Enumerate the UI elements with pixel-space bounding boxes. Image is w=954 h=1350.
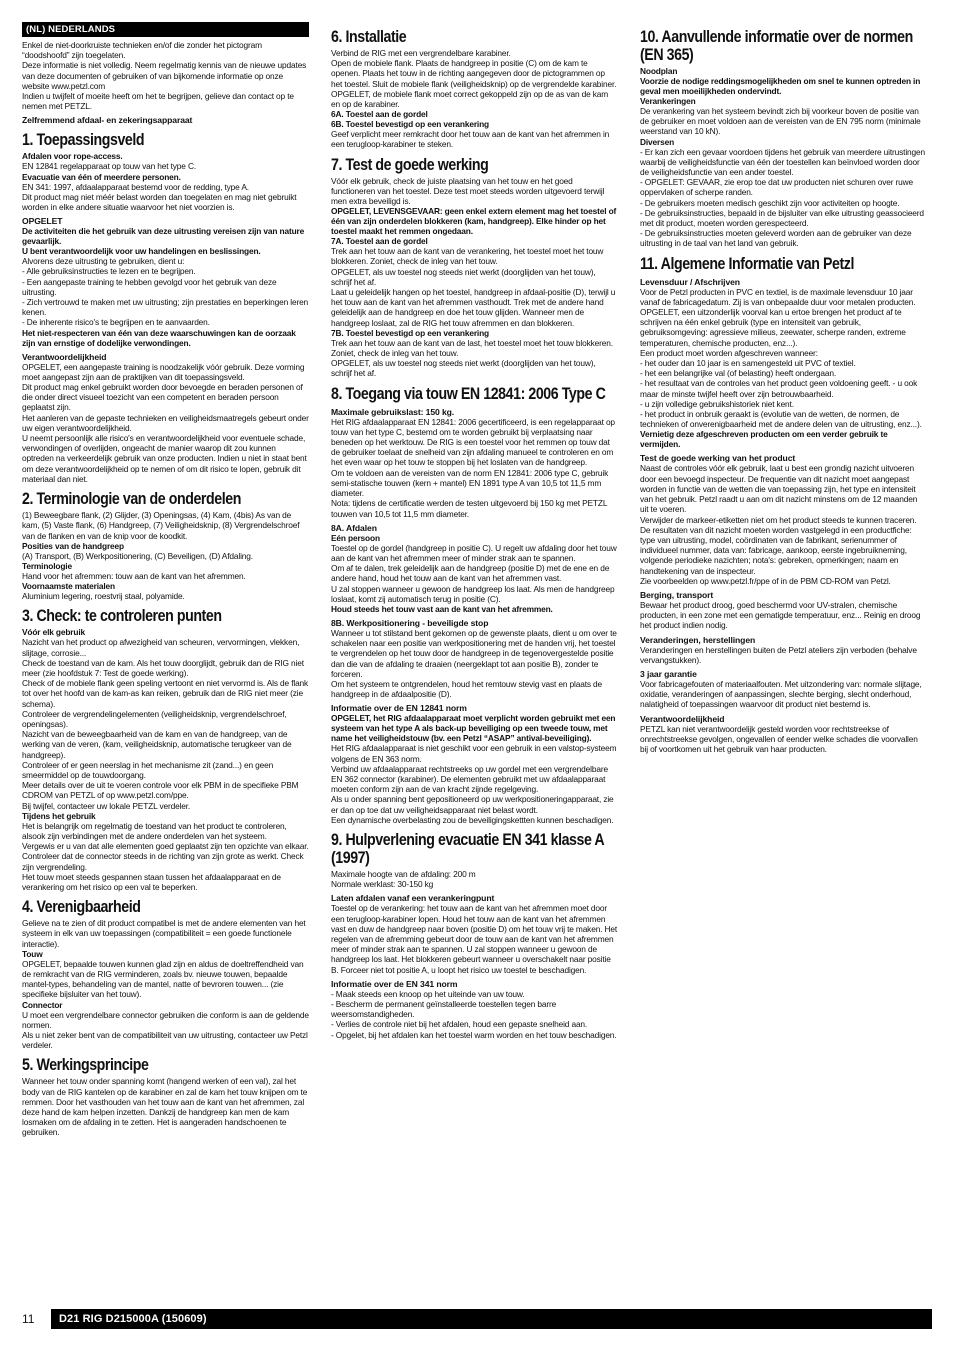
paragraph: Controleer of er geen neerslag in het mechanisme zit (zand...) en geen smeermiddel op de touwdoorgang. — [22, 759, 274, 780]
section-heading: 5. Werkingsprincipe — [22, 1056, 149, 1075]
subheading: OPGELET — [22, 216, 63, 227]
bold-text: OPGELET, LEVENSGEVAAR: geen enkel extern element mag het toestel of één van zijn onderdelen blokkeren (kam, handgreep). Elke hinder op het toestel maakt het remmen ongedaan. — [331, 206, 617, 237]
section-heading: 2. Terminologie van de onderdelen — [22, 490, 241, 509]
bold-text: Tijdens het gebruik — [22, 810, 96, 821]
bold-text: Voornaamste materialen — [22, 581, 115, 592]
paragraph: Bij twijfel, contacteer uw lokale PETZL verdeler. — [22, 800, 191, 811]
subheading: Verantwoordelijkheid — [640, 713, 725, 724]
paragraph: - het een belangrijke val (of belasting) heeft ondergaan. — [640, 368, 837, 379]
paragraph: Dit product mag enkel gebruikt worden door bevoegde en beraden personen of die onder direct visueel toezicht van een competent en beraden persoon geplaatst zijn. — [22, 382, 303, 413]
paragraph: OPGELET, bepaalde touwen kunnen glad zijn en aldus de doeltreffendheid van de remkracht van de RIG verminderen, zoals bv. nieuwe touwen, bepaalde mantel-types, behandeling van de mantel, natte of bevroren touwen... (zie specifieke bijsluiter van het touw). — [22, 958, 304, 1000]
paragraph: - Maak steeds een knoop op het uiteinde van uw touw. — [331, 988, 525, 999]
subheading: Maximale gebruikslast: 150 kg. — [331, 406, 455, 417]
paragraph: - Er kan zich een gevaar voordoen tijdens het gebruik van meerdere uitrustingen waarbij de veiligheidsfunctie van één der toestellen kan beïnvloed worden door de veiligheidsfunctie van een ander toestel. — [640, 146, 925, 178]
paragraph: - De gebruiksinstructies moeten geleverd worden aan de gebruiker van deze uitrusting in de taal van het land van gebruik. — [640, 228, 912, 249]
bold-text: Eén persoon — [331, 532, 380, 543]
section-heading: 3. Check: te controleren punten — [22, 607, 222, 626]
section-heading: 1. Toepassingsveld — [22, 131, 145, 150]
paragraph: - het product in onbruik geraakt is (evolutie van de wetten, de normen, de technieken of onverenigbaarheid met de andere delen van de uitrusting, enz...). — [640, 409, 922, 430]
paragraph: Alvorens deze uitrusting te gebruiken, dient u: — [22, 256, 185, 267]
bold-text: Houd steeds het touw vast aan de kant van het afremmen. — [331, 603, 553, 614]
paragraph: U zal stoppen wanneer u gewoon de handgreep los laat. Als men de handgreep loslaat, komt zij automatisch terug in positie (C). — [331, 583, 615, 604]
section-heading: 4. Verenigbaarheid — [22, 898, 141, 917]
paragraph: PETZL kan niet verantwoordelijk gesteld worden voor rechtstreekse of onrechtstreekse gevolgen, ongevallen of eender welke schades die voorvallen bij of voortkomen uit het gebruik van haar producten. — [640, 723, 918, 754]
paragraph: - het resultaat van de controles van het product geen voldoening geeft. - u ook maar de minste twijfel heeft over zijn betrouwbaarheid. — [640, 378, 918, 399]
paragraph: Naast de controles vóór elk gebruik, laat u best een grondig nazicht uitvoeren door een bevoegd inspecteur. De frequentie van dit nazicht moet aangepast worden in functie van de wetten die van toepassing zijn, het type en intensiteit van het gebruik. Petzl raadt u aan om dit nazicht minstens om de 12 maanden uit te voeren. — [640, 463, 918, 515]
paragraph: Een product moet worden afgeschreven wanneer: — [640, 347, 818, 358]
paragraph: Het RIG afdaalapparaat EN 12841: 2006 gecertificeerd, is een regelapparaat op touw van het type C, bestemd om te worden gebruikt bij verplaatsing naar beneden op het werktouw. De RIG is een toestel voor het remmen op touw dat de gebruiker toelaat de snelheid van zijn afdaling manueel te controleren en om het even waar op het touw te stoppen bij het loslaten van de handgreep. — [331, 416, 615, 468]
paragraph: Hand voor het afremmen: touw aan de kant van het afremmen. — [22, 570, 246, 581]
paragraph: Nazicht van het product op afwezigheid van scheuren, vervormingen, vlekken, slijtage, corrosie... — [22, 637, 300, 658]
paragraph: - Opgelet, bij het afdalen kan het toestel warm worden en het touw beschadigen. — [331, 1029, 617, 1040]
paragraph: - Een aangepaste training te hebben gevolgd voor het gebruik van deze uitrusting. — [22, 276, 277, 297]
paragraph: Geef verplicht meer remkracht door het touw aan de kant van het afremmen in een terugloop-karabiner te steken. — [331, 129, 610, 150]
paragraph: Toestel op de verankering: het touw aan de kant van het afremmen moet door een terugloop-karabiner lopen. Houd het touw aan de kant van het afremmen vast en duw de handgreep naar boven (positie D) om het touw vrij te maken. Het regelen van de afremming gebeurt door de touw aan de kant van het afremmen meer of minder strak aan te spannen. U zal stoppen wanneer u gewoon de handgreep los laat. Het blokkeren gebeurt wanneer u overschakelt naar positie B. Forceer niet tot positie A, u loopt het risico uw toestel te beschadigen. — [331, 903, 618, 975]
bold-text: 6B. Toestel bevestigd op een verankering — [331, 119, 489, 130]
paragraph: Verbind de RIG met een vergrendelbare karabiner. — [331, 48, 511, 58]
bold-text: De activiteiten die het gebruik van deze uitrusting vereisen zijn van nature gevaarlijk. — [22, 226, 305, 247]
paragraph: Laat u geleidelijk hangen op het toestel, handgreep in afdaal-positie (D), terwijl u het touw aan de kant van het afremmen vasthoudt. Trek met de andere hand geleidelijk aan de handgreep en doe het touw glijden. Wanneer men de handgreep loslaat, zal de RIG het touw afremmen en dan blokkeren. — [331, 287, 616, 328]
bold-text: 7B. Toestel bevestigd op een verankering — [331, 327, 489, 338]
paragraph: Om te voldoen aan de vereisten van de norm EN 12841: 2006 type C, gebruik semi-statische touwen (kern + mantel) EN 1891 type A van 10,5 tot 11,5 mm diameter. — [331, 467, 609, 499]
page-number: 11 — [22, 1312, 35, 1326]
section-heading: 10. Aanvullende informatie over de normen (EN 365) — [640, 28, 913, 64]
paragraph: Om af te dalen, trek geleidelijk aan de handgreep (positie D) met de ene en de andere hand, houd het touw aan de kant van het afremmen vast. — [331, 563, 610, 584]
paragraph: - De inherente risico's te begrijpen en te aanvaarden. — [22, 317, 210, 328]
subheading: Laten afdalen vanaf een verankeringpunt — [331, 893, 495, 904]
paragraph: Het touw moet steeds gespannen staan tussen het afdaalapparaat en de verankering om het risico op een val te beperken. — [22, 871, 281, 892]
paragraph: OPGELET, een aangepaste training is noodzakelijk vóór gebruik. Deze vorming moet aangepast zijn aan de praktijken van dit toepassingsveld. — [22, 361, 305, 382]
bold-text: U bent verantwoordelijk voor uw handelingen en beslissingen. — [22, 246, 261, 257]
paragraph: - De gebruiksinstructies, bepaald in de bijsluiter van elke uitrusting geassocieerd met dit product, moeten worden gerespecteerd. — [640, 207, 924, 229]
subheading: Verantwoordelijkheid — [22, 351, 107, 362]
paragraph: Dit product mag niet méér belast worden dan toegelaten en mag niet gebruikt worden in elke andere situatie waarvoor het niet voorzien is. — [22, 191, 297, 213]
paragraph: Als u niet zeker bent van de compatibiliteit van uw uitrusting, contacteer uw Petzl verdeler. — [22, 1030, 308, 1051]
bold-text: Diversen — [640, 136, 675, 147]
paragraph: Check de toestand van de kam. Als het touw doorglijdt, gebruik dan de RIG niet meer (zie hoofdstuk 7: Test de goede werking). — [22, 657, 304, 678]
bold-text: OPGELET, het RIG afdaalapparaat moet verplicht worden gebruikt met een systeem van het type A als back-up beveiliging op een tweede touw, met name het veiligheidstouw (bv. een Petzl “ASAP” antival-beveiliging). — [331, 713, 616, 744]
paragraph: Om het systeem te ontgrendelen, houd het remtouw stevig vast en plaats de handgreep in de afdaalpositie (D). — [331, 678, 603, 700]
subheading: Informatie over de EN 341 norm — [331, 978, 458, 989]
paragraph: - OPGELET: GEVAAR, zie erop toe dat uw producten niet schuren over ruwe oppervlaken of scherpe randen. — [640, 177, 914, 198]
paragraph: Maximale hoogte van de afdaling: 200 m — [331, 868, 476, 879]
subheading: Levensduur / Afschrijven — [640, 276, 740, 287]
paragraph: Indien u twijfelt of moeite heeft om het te begrijpen, gelieve dan contact op te nemen met PETZL. — [22, 91, 294, 112]
bold-text: Touw — [22, 948, 43, 959]
subheading: Test de goede werking van het product — [640, 453, 796, 464]
bold-text: Evacuatie van één of meerdere personen. — [22, 171, 181, 182]
bold-text: Connector — [22, 999, 63, 1010]
subheading: Veranderingen, herstellingen — [640, 634, 756, 645]
paragraph: Nazicht van de beweegbaarheid van de kam en van de handgreep, van de werking van de veren, (kam, veiligheidsknip, automatische terugkeer van de handgreep). — [22, 729, 292, 760]
paragraph: Trek aan het touw aan de kant van de verankering, het toestel moet het touw blokkeren. Zoniet, check de inleg van het touw. — [331, 246, 604, 267]
paragraph: Normale werklast: 30-150 kg — [331, 879, 434, 890]
paragraph: - u zijn volledige gebruikshistoriek niet kent. — [640, 398, 794, 409]
footer — [22, 1309, 932, 1329]
paragraph: Nota: tijdens de certificatie werden de testen uitgevoerd bij 150 kg met PETZL touwen van 10,5 tot 11,5 mm diameter. — [331, 498, 608, 519]
paragraph: Het is belangrijk om regelmatig de toestand van het product te controleren, alsook zijn verbindingen met de andere onderdelen van het systeem. — [22, 820, 287, 841]
document-reference: D21 RIG D215000A (150609) — [51, 1309, 932, 1329]
paragraph: Zie voorbeelden op www.petzl.fr/ppe of in de PBM CD-ROM van Petzl. — [640, 575, 891, 586]
paragraph: Voor de Petzl producten in PVC en textiel, is de maximale levensduur 10 jaar vanaf de fabricagedatum. Zij is van onbepaalde duur voor metalen producten. — [640, 286, 916, 307]
language-label: (NL) NEDERLANDS — [22, 22, 309, 37]
paragraph: Enkel de niet-doorkruiste technieken en/of die zonder het pictogram “doodshoofd” zijn toegelaten. — [22, 40, 262, 61]
bold-text: 6A. Toestel aan de gordel — [331, 109, 428, 120]
paragraph: Bewaar het product droog, goed beschermd voor UV-stralen, chemische producten, in een zone met een gematigde temperatuur, enz... Reinig en droog het product indien nodig. — [640, 599, 921, 631]
bold-text: Posities van de handgreep — [22, 540, 124, 551]
paragraph: U neemt persoonlijk alle risico's en verantwoordelijkheid voor eventuele schade, verwondingen of overlijden, ongeacht de manier waarop dit zou kunnen optreden na verkeerdelijk gebruik van onze producten. Indien u niet in staat bent om deze verantwoordelijkheid op te nemen of om dit risico te lopen, gebruik dit materiaal dan niet. — [22, 433, 307, 484]
bold-text: Verankeringen — [640, 96, 696, 106]
subheading: 8B. Werkpositionering - beveiligde stop — [331, 617, 489, 628]
paragraph: EN 341: 1997, afdaalapparaat bestemd voor de redding, type A. — [22, 181, 249, 192]
subheading: 8A. Afdalen — [331, 522, 377, 533]
paragraph: Controleer dat de connector steeds in de richting van zijn grote as werkt. Check zijn vergrendeling. — [22, 851, 304, 872]
paragraph: OPGELET, een uitzonderlijk voorval kan u ertoe brengen het product af te schrijven na één enkel gebruik (type en intensiteit van gebruik, gebruiksomgeving: agressieve milieus, zeewater, scherpe randen, extreme temperaturen, chemische producten, enz...). — [640, 307, 906, 348]
paragraph: Open de mobiele flank. Plaats de handgreep in positie (C) om de kam te openen. Plaats het touw in de richting aangegeven door de pictogrammen op het toestel. Sluit de mobiele flank (veiligheidsknip) op de vergrendelde karabiner. — [331, 58, 617, 89]
paragraph: Veranderingen en herstellingen buiten de Petzl ateliers zijn verboden (behalve vervangstukken). — [640, 644, 917, 665]
paragraph: - Zich vertrouwd te maken met uw uitrusting; zijn prestaties en beperkingen leren kenen. — [22, 297, 309, 318]
subheading: Informatie over de EN 12841 norm — [331, 703, 467, 714]
column-3 — [640, 22, 927, 1292]
paragraph: Gelieve na te zien of dit product compatibel is met de andere elementen van het systeem in elk van uw toepassingen (compatibiliteit = een goede functionele interactie). — [22, 918, 306, 949]
bold-text: Terminologie — [22, 560, 72, 571]
paragraph: - Alle gebruiksinstructies te lezen en te begrijpen. — [22, 266, 196, 277]
paragraph: Een dynamische overbelasting zou de beveiligingskettten kunnen beschadigen. — [331, 814, 614, 825]
paragraph: (A) Transport, (B) Werkpositionering, (C) Beveiligen, (D) Afdaling. — [22, 550, 253, 561]
paragraph: OPGELET, als uw toestel nog steeds niet werkt (doorglijden van het touw), schrijf het af. — [331, 266, 596, 287]
paragraph: - het ouder dan 10 jaar is en samengesteld uit PVC of textiel. — [640, 358, 856, 369]
column-2 — [331, 22, 618, 1292]
paragraph: Verbind uw afdaalapparaat rechtstreeks op uw gordel met een vergrendelbare EN 362 connector (karabiner). De elementen gebruikt met uw afdaalapparaat moeten conform zijn aan de van kracht zijnde regelgeving. — [331, 763, 608, 795]
bold-text: 7A. Toestel aan de gordel — [331, 236, 428, 247]
paragraph: De verankering van het systeem bevindt zich bij voorkeur boven de positie van de gebruiker en moet voldoen aan de vereisten van de EN 795 norm (minimale weerstand van 10 kN). — [640, 106, 921, 137]
bold-text: Het niet-respecteren van één van deze waarschuwingen kan de oorzaak zijn van ernstige of dodelijke verwondingen. — [22, 327, 296, 348]
paragraph: Wanneer u tot stilstand bent gekomen op de gewenste plaats, dient u om over te schakelen naar een positie van werkpositionering met de handen vrij, het toestel te vergrendelen op het touw door de handgreep in de tegenovergestelde positie dan die van de afdaling te draaien (neergeklapt tot aan positie B), zonder te forceren. — [331, 627, 617, 679]
column-1 — [22, 22, 309, 1292]
paragraph: Als u onder spanning bent gepositioneerd op uw werkpositioneringapparaat, zie er dan op toe dat uw veiligheidsapparaat niet belast wordt. — [331, 794, 614, 815]
paragraph: Deze informatie is niet volledig. Neem regelmatig kennis van de nieuwe updates van deze documenten of gebruiken of van bijkomende informatie op onze website www.petzl.com — [22, 60, 307, 91]
paragraph: EN 12841 regelapparaat op touw van het type C. — [22, 161, 197, 172]
subheading: 3 jaar garantie — [640, 668, 697, 679]
paragraph: Het aanleren van de gepaste technieken en veiligheidsmaatregels gebeurt onder uw eigen verantwoordelijkheid. — [22, 412, 309, 433]
paragraph: Verwijder de markeer-etiketten niet om het product steeds te kunnen traceren. — [640, 514, 917, 525]
paragraph: Toestel op de gordel (handgreep in positie C). U regelt uw afdaling door het touw aan de kant van het afremmen meer of minder strak aan te spannen. — [331, 542, 617, 563]
bold-text: Afdalen voor rope-access. — [22, 151, 123, 162]
section-heading: 8. Toegang via touw EN 12841: 2006 Type C — [331, 384, 606, 403]
paragraph: Vergewis er u van dat alle elementen goed geplaatst zijn ten opzichte van elkaar. — [22, 841, 309, 852]
paragraph: Aluminium legering, roestvrij staal, polyamide. — [22, 591, 185, 602]
paragraph: Meer details over de uit te voeren controle voor elk PBM in de specifieke PBM CDROM van PETZL of op www.petzl.com/ppe. — [22, 780, 299, 801]
paragraph: (1) Beweegbare flank, (2) Glijder, (3) Openingsas, (4) Kam, (4bis) As van de kam, (5) Vaste flank, (6) Handgreep, (7) Veiligheidsknip, (8) Vergrendelschroef van de flanken en van de knip voor de koodkit. — [22, 510, 300, 541]
bold-text: Voorzie de nodige reddingsmogelijkheden om snel te kunnen optreden in geval men moeilijkheden ondervindt. — [640, 76, 921, 96]
paragraph: De resultaten van dit nazicht moeten worden vastgelegd in een productfiche: type van uitrusting, model, coördinaten van de fabrikant, serienummer of individueel nummer, data van: fabricage, aankoop, eerste ingebruikneming, volgende periodieke nazichten; nota's: gebreken, opmerkingen; naam en handtekening van de inspecteur. — [640, 524, 912, 576]
paragraph: U moet een vergrendelbare connector gebruiken die conform is aan de geldende normen. — [22, 1009, 309, 1030]
bold-text: Vernietig deze afgeschreven producten om een verder gebruik te vermijden. — [640, 429, 888, 450]
paragraph: - De gebruikers moeten medisch geschikt zijn voor activiteiten op hoogte. — [640, 197, 900, 208]
paragraph: Check of de mobiele flank geen speling vertoont en niet vervormd is. Als de flank tot over het hoofd van de kam-as kan reiken, gebruik dan de RIG niet meer (zie schema). — [22, 678, 309, 709]
paragraph: OPGELET, de mobiele flank moet correct gekoppeld zijn op de as van de kam en op de karabiner. — [331, 88, 609, 110]
paragraph: Controleer de vergrendelingelementen (veiligheidsknip, vergrendelschroef, openingsas). — [22, 708, 287, 729]
subheading: Zelfremmend afdaal- en zekeringsapparaat — [22, 115, 193, 126]
paragraph: Wanneer het touw onder spanning komt (hangend werken of een val), zal het body van de RIG kantelen op de karabiner en zal de kam het touw knijpen om te remmen. Door het vasthouden van het touw aan de kant van het afremmen, zal deze hand de kam helpen inzetten. Dankzij de handgreep kan men de kam losmaken om de afdaling in te zetten. Het is aangeraden handschoenen te gebruiken. — [22, 1076, 308, 1138]
subheading: Berging, transport — [640, 589, 714, 600]
section-heading: 11. Algemene Informatie van Petzl — [640, 254, 854, 273]
paragraph: OPGELET, als uw toestel nog steeds niet werkt (doorglijden van het touw), schrijf het af. — [331, 358, 596, 379]
paragraph: Trek aan het touw aan de kant van de last, het toestel moet het touw blokkeren. Zoniet, check de inleg van het touw. — [331, 337, 613, 359]
paragraph: - Bescherm de permanent geïnstalleerde toestellen tegen barre weersomstandigheden. — [331, 999, 557, 1020]
paragraph: Voor fabricagefouten of materiaalfouten. Met uitzondering van: normale slijtage, oxidatie, veranderingen of aanpassingen, slechte berging, slecht onderhoud, nalatigheid of toepassingen waarvoor dit product niet bestemd is. — [640, 678, 922, 710]
section-heading: 9. Hulpverlening evacuatie EN 341 klasse A (1997) — [331, 830, 604, 867]
paragraph: Vóór elk gebruik, check de juiste plaatsing van het touw en het goed functioneren van het toestel. Deze test moet steeds worden uitgevoerd terwijl men extra beveiligd is. — [331, 175, 605, 207]
paragraph: - Verlies de controle niet bij het afdalen, houd een gepaste snelheid aan. — [331, 1019, 588, 1030]
bold-text: Vóór elk gebruik — [22, 627, 85, 638]
section-heading: 6. Installatie — [331, 28, 407, 46]
section-heading: 7. Test de goede werking — [331, 155, 489, 174]
paragraph: Het RIG afdaalapparaat is niet geschikt voor een gebruik in een valstop-systeem volgens de EN 363 norm. — [331, 743, 617, 764]
bold-text: Noodplan — [640, 66, 678, 76]
